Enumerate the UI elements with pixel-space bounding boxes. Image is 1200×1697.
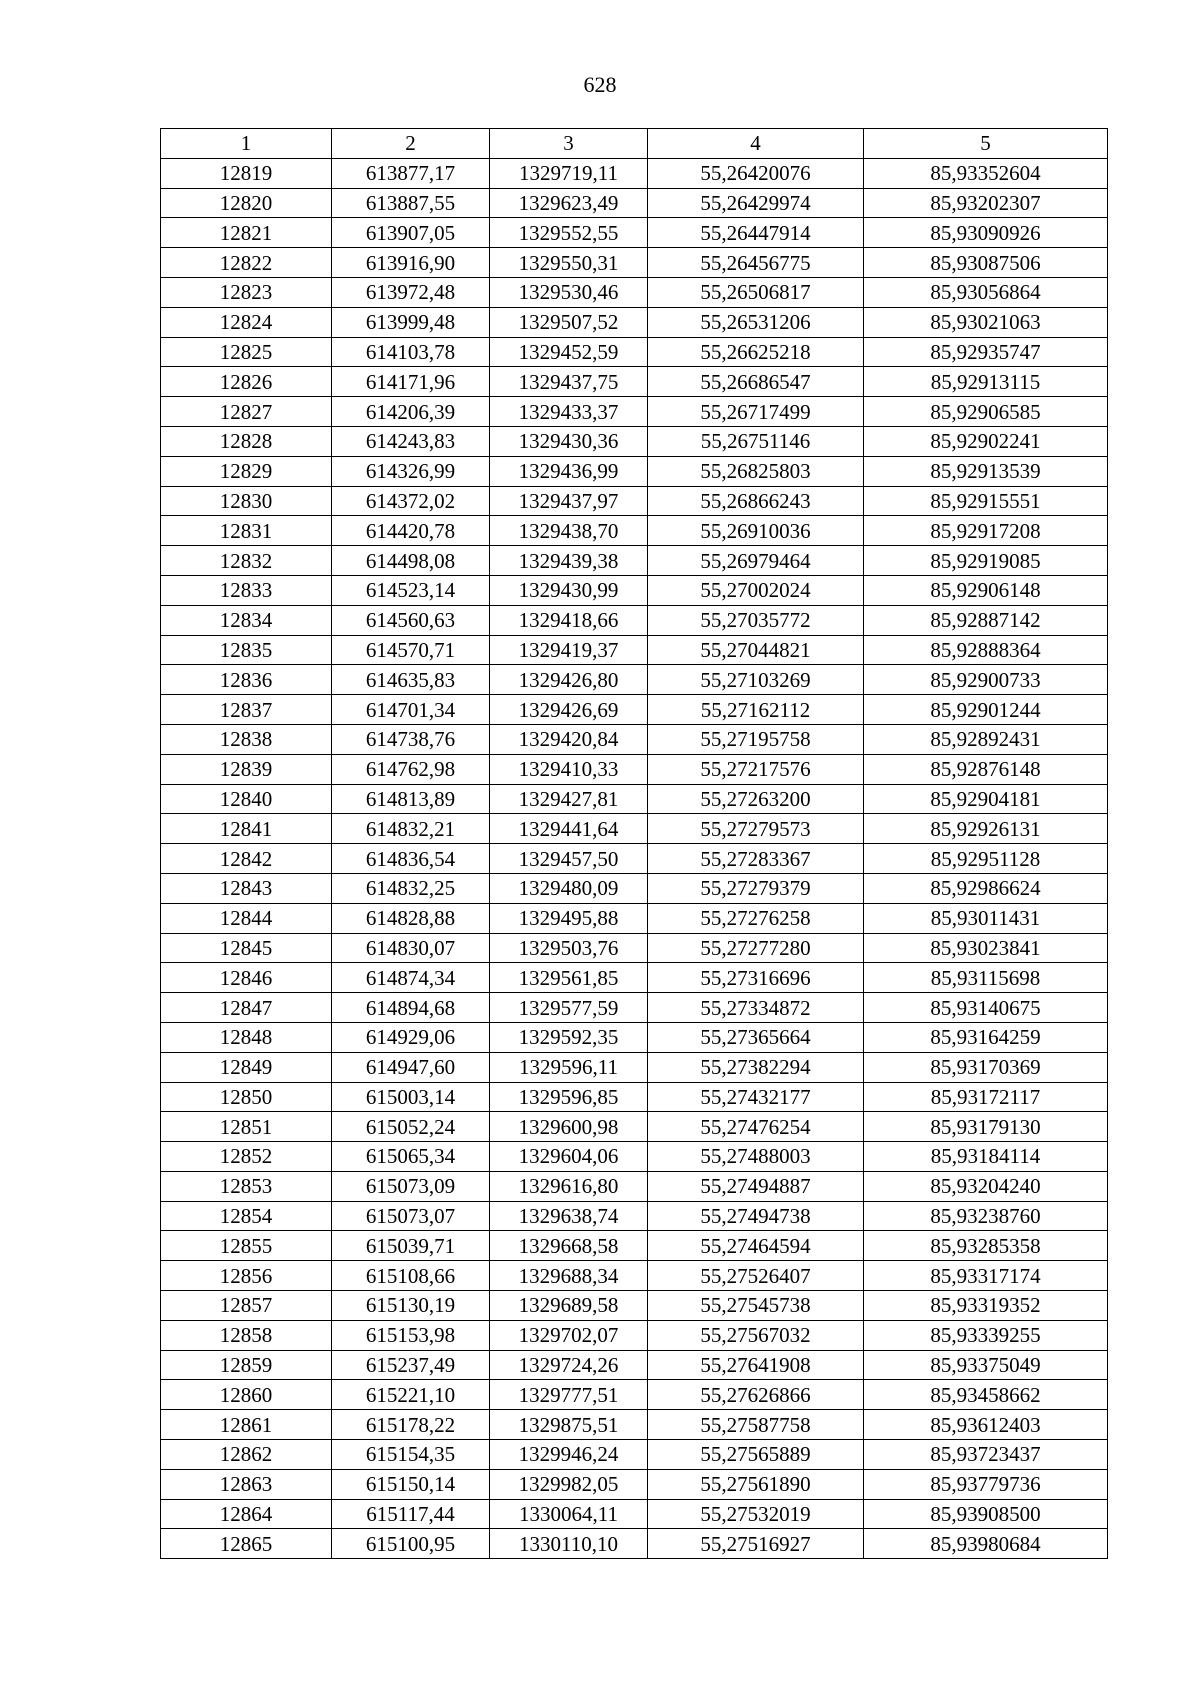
cell-point-number: 12848 <box>161 1022 332 1052</box>
cell-x-coordinate: 614498,08 <box>332 546 490 576</box>
cell-longitude: 85,93204240 <box>864 1171 1108 1201</box>
table-row <box>161 218 1108 248</box>
cell-x-coordinate: 614171,96 <box>332 367 490 397</box>
cell-y-coordinate: 1329777,51 <box>490 1380 648 1410</box>
cell-y-coordinate: 1329419,37 <box>490 635 648 665</box>
cell-x-coordinate: 614828,88 <box>332 903 490 933</box>
cell-latitude: 55,27587758 <box>648 1410 864 1440</box>
table-row <box>161 1380 1108 1410</box>
table-row <box>161 456 1108 486</box>
cell-point-number: 12837 <box>161 695 332 725</box>
cell-x-coordinate: 614738,76 <box>332 724 490 754</box>
cell-point-number: 12841 <box>161 814 332 844</box>
header-row <box>161 129 1108 159</box>
cell-longitude: 85,92917208 <box>864 516 1108 546</box>
cell-x-coordinate: 615237,49 <box>332 1350 490 1380</box>
cell-latitude: 55,27365664 <box>648 1022 864 1052</box>
cell-x-coordinate: 613972,48 <box>332 277 490 307</box>
cell-longitude: 85,93908500 <box>864 1499 1108 1529</box>
table-row <box>161 158 1108 188</box>
cell-x-coordinate: 614523,14 <box>332 575 490 605</box>
cell-longitude: 85,92951128 <box>864 844 1108 874</box>
cell-point-number: 12834 <box>161 605 332 635</box>
cell-x-coordinate: 615073,09 <box>332 1171 490 1201</box>
table-row <box>161 1082 1108 1112</box>
coordinates-table <box>160 128 1108 1559</box>
cell-latitude: 55,26456775 <box>648 248 864 278</box>
cell-y-coordinate: 1329638,74 <box>490 1201 648 1231</box>
cell-point-number: 12862 <box>161 1440 332 1470</box>
cell-longitude: 85,93172117 <box>864 1082 1108 1112</box>
cell-x-coordinate: 615178,22 <box>332 1410 490 1440</box>
cell-latitude: 55,27035772 <box>648 605 864 635</box>
table-row <box>161 1440 1108 1470</box>
cell-y-coordinate: 1329503,76 <box>490 933 648 963</box>
cell-longitude: 85,92913539 <box>864 456 1108 486</box>
cell-x-coordinate: 615130,19 <box>332 1291 490 1321</box>
cell-x-coordinate: 614243,83 <box>332 426 490 456</box>
cell-y-coordinate: 1329438,70 <box>490 516 648 546</box>
cell-point-number: 12825 <box>161 337 332 367</box>
cell-point-number: 12836 <box>161 665 332 695</box>
cell-x-coordinate: 614874,34 <box>332 963 490 993</box>
cell-longitude: 85,93056864 <box>864 277 1108 307</box>
cell-x-coordinate: 615153,98 <box>332 1320 490 1350</box>
table-row <box>161 1410 1108 1440</box>
cell-point-number: 12847 <box>161 993 332 1023</box>
cell-point-number: 12855 <box>161 1231 332 1261</box>
cell-latitude: 55,27464594 <box>648 1231 864 1261</box>
cell-x-coordinate: 615052,24 <box>332 1112 490 1142</box>
cell-y-coordinate: 1329596,85 <box>490 1082 648 1112</box>
cell-latitude: 55,27263200 <box>648 784 864 814</box>
cell-longitude: 85,93723437 <box>864 1440 1108 1470</box>
cell-longitude: 85,92906148 <box>864 575 1108 605</box>
cell-y-coordinate: 1329457,50 <box>490 844 648 874</box>
cell-longitude: 85,93090926 <box>864 218 1108 248</box>
table-body <box>161 158 1108 1558</box>
table-row <box>161 1469 1108 1499</box>
cell-x-coordinate: 613907,05 <box>332 218 490 248</box>
table-row <box>161 575 1108 605</box>
cell-x-coordinate: 615073,07 <box>332 1201 490 1231</box>
cell-y-coordinate: 1329550,31 <box>490 248 648 278</box>
cell-y-coordinate: 1329410,33 <box>490 754 648 784</box>
cell-longitude: 85,92901244 <box>864 695 1108 725</box>
cell-latitude: 55,26866243 <box>648 486 864 516</box>
cell-y-coordinate: 1329623,49 <box>490 188 648 218</box>
cell-longitude: 85,93184114 <box>864 1142 1108 1172</box>
table-row <box>161 367 1108 397</box>
cell-y-coordinate: 1329437,97 <box>490 486 648 516</box>
table-row <box>161 397 1108 427</box>
cell-x-coordinate: 615100,95 <box>332 1529 490 1559</box>
cell-point-number: 12833 <box>161 575 332 605</box>
cell-latitude: 55,27494738 <box>648 1201 864 1231</box>
cell-x-coordinate: 614701,34 <box>332 695 490 725</box>
cell-x-coordinate: 614832,21 <box>332 814 490 844</box>
cell-longitude: 85,93779736 <box>864 1469 1108 1499</box>
cell-point-number: 12819 <box>161 158 332 188</box>
table-row <box>161 546 1108 576</box>
cell-y-coordinate: 1329689,58 <box>490 1291 648 1321</box>
cell-y-coordinate: 1329946,24 <box>490 1440 648 1470</box>
cell-latitude: 55,27195758 <box>648 724 864 754</box>
cell-longitude: 85,93021063 <box>864 307 1108 337</box>
cell-x-coordinate: 614836,54 <box>332 844 490 874</box>
cell-point-number: 12865 <box>161 1529 332 1559</box>
column-header-2: 2 <box>332 129 490 159</box>
cell-point-number: 12824 <box>161 307 332 337</box>
cell-latitude: 55,26625218 <box>648 337 864 367</box>
table-row <box>161 307 1108 337</box>
cell-longitude: 85,93285358 <box>864 1231 1108 1261</box>
cell-longitude: 85,92926131 <box>864 814 1108 844</box>
table-row <box>161 993 1108 1023</box>
table-row <box>161 337 1108 367</box>
cell-latitude: 55,26979464 <box>648 546 864 576</box>
table-row <box>161 784 1108 814</box>
cell-point-number: 12853 <box>161 1171 332 1201</box>
cell-latitude: 55,27565889 <box>648 1440 864 1470</box>
table-row <box>161 516 1108 546</box>
cell-y-coordinate: 1329688,34 <box>490 1261 648 1291</box>
cell-latitude: 55,26751146 <box>648 426 864 456</box>
table-row <box>161 1261 1108 1291</box>
cell-y-coordinate: 1329439,38 <box>490 546 648 576</box>
cell-point-number: 12826 <box>161 367 332 397</box>
cell-latitude: 55,27382294 <box>648 1052 864 1082</box>
table-row <box>161 1291 1108 1321</box>
cell-point-number: 12822 <box>161 248 332 278</box>
cell-longitude: 85,93170369 <box>864 1052 1108 1082</box>
page-number: 628 <box>583 72 617 97</box>
cell-y-coordinate: 1329426,69 <box>490 695 648 725</box>
cell-x-coordinate: 614832,25 <box>332 873 490 903</box>
cell-y-coordinate: 1329530,46 <box>490 277 648 307</box>
table-row <box>161 486 1108 516</box>
cell-latitude: 55,26825803 <box>648 456 864 486</box>
table-row <box>161 695 1108 725</box>
cell-point-number: 12851 <box>161 1112 332 1142</box>
cell-latitude: 55,27279379 <box>648 873 864 903</box>
cell-longitude: 85,93115698 <box>864 963 1108 993</box>
table-row <box>161 1022 1108 1052</box>
cell-x-coordinate: 615108,66 <box>332 1261 490 1291</box>
cell-longitude: 85,92904181 <box>864 784 1108 814</box>
table-row <box>161 754 1108 784</box>
table-row <box>161 814 1108 844</box>
cell-latitude: 55,26717499 <box>648 397 864 427</box>
cell-point-number: 12843 <box>161 873 332 903</box>
cell-latitude: 55,27334872 <box>648 993 864 1023</box>
table-header <box>161 129 1108 159</box>
cell-point-number: 12861 <box>161 1410 332 1440</box>
column-header-4: 4 <box>648 129 864 159</box>
cell-latitude: 55,27516927 <box>648 1529 864 1559</box>
cell-point-number: 12856 <box>161 1261 332 1291</box>
table-row <box>161 1112 1108 1142</box>
cell-y-coordinate: 1329577,59 <box>490 993 648 1023</box>
cell-x-coordinate: 614947,60 <box>332 1052 490 1082</box>
cell-point-number: 12858 <box>161 1320 332 1350</box>
cell-longitude: 85,93317174 <box>864 1261 1108 1291</box>
cell-x-coordinate: 614813,89 <box>332 784 490 814</box>
cell-longitude: 85,92986624 <box>864 873 1108 903</box>
column-header-1: 1 <box>161 129 332 159</box>
cell-point-number: 12828 <box>161 426 332 456</box>
cell-latitude: 55,27103269 <box>648 665 864 695</box>
cell-longitude: 85,93612403 <box>864 1410 1108 1440</box>
cell-point-number: 12838 <box>161 724 332 754</box>
cell-y-coordinate: 1329420,84 <box>490 724 648 754</box>
cell-x-coordinate: 614103,78 <box>332 337 490 367</box>
cell-x-coordinate: 613916,90 <box>332 248 490 278</box>
cell-y-coordinate: 1329724,26 <box>490 1350 648 1380</box>
table-row <box>161 1231 1108 1261</box>
table-row <box>161 665 1108 695</box>
table-row <box>161 1350 1108 1380</box>
cell-latitude: 55,26429974 <box>648 188 864 218</box>
cell-y-coordinate: 1329495,88 <box>490 903 648 933</box>
cell-y-coordinate: 1329596,11 <box>490 1052 648 1082</box>
cell-latitude: 55,27277280 <box>648 933 864 963</box>
cell-longitude: 85,92919085 <box>864 546 1108 576</box>
cell-y-coordinate: 1329430,36 <box>490 426 648 456</box>
cell-y-coordinate: 1329552,55 <box>490 218 648 248</box>
cell-point-number: 12863 <box>161 1469 332 1499</box>
cell-point-number: 12846 <box>161 963 332 993</box>
cell-y-coordinate: 1329668,58 <box>490 1231 648 1261</box>
cell-longitude: 85,93339255 <box>864 1320 1108 1350</box>
cell-point-number: 12857 <box>161 1291 332 1321</box>
cell-latitude: 55,26447914 <box>648 218 864 248</box>
cell-longitude: 85,92900733 <box>864 665 1108 695</box>
cell-longitude: 85,93238760 <box>864 1201 1108 1231</box>
cell-y-coordinate: 1329441,64 <box>490 814 648 844</box>
cell-point-number: 12850 <box>161 1082 332 1112</box>
cell-x-coordinate: 614206,39 <box>332 397 490 427</box>
cell-point-number: 12830 <box>161 486 332 516</box>
cell-longitude: 85,93352604 <box>864 158 1108 188</box>
cell-point-number: 12832 <box>161 546 332 576</box>
cell-y-coordinate: 1329418,66 <box>490 605 648 635</box>
cell-longitude: 85,93164259 <box>864 1022 1108 1052</box>
cell-latitude: 55,27626866 <box>648 1380 864 1410</box>
table-row <box>161 1142 1108 1172</box>
cell-x-coordinate: 615003,14 <box>332 1082 490 1112</box>
cell-y-coordinate: 1329600,98 <box>490 1112 648 1142</box>
table-row <box>161 873 1108 903</box>
cell-point-number: 12827 <box>161 397 332 427</box>
cell-latitude: 55,27476254 <box>648 1112 864 1142</box>
cell-latitude: 55,26686547 <box>648 367 864 397</box>
cell-y-coordinate: 1329437,75 <box>490 367 648 397</box>
cell-x-coordinate: 615154,35 <box>332 1440 490 1470</box>
cell-y-coordinate: 1330064,11 <box>490 1499 648 1529</box>
cell-point-number: 12829 <box>161 456 332 486</box>
cell-longitude: 85,93087506 <box>864 248 1108 278</box>
cell-longitude: 85,93319352 <box>864 1291 1108 1321</box>
cell-longitude: 85,92876148 <box>864 754 1108 784</box>
cell-y-coordinate: 1329480,09 <box>490 873 648 903</box>
cell-point-number: 12854 <box>161 1201 332 1231</box>
cell-point-number: 12864 <box>161 1499 332 1529</box>
cell-latitude: 55,27641908 <box>648 1350 864 1380</box>
cell-y-coordinate: 1329616,80 <box>490 1171 648 1201</box>
cell-x-coordinate: 614420,78 <box>332 516 490 546</box>
cell-latitude: 55,27316696 <box>648 963 864 993</box>
cell-longitude: 85,93375049 <box>864 1350 1108 1380</box>
cell-point-number: 12831 <box>161 516 332 546</box>
cell-longitude: 85,93179130 <box>864 1112 1108 1142</box>
cell-point-number: 12823 <box>161 277 332 307</box>
table-row <box>161 277 1108 307</box>
cell-y-coordinate: 1329702,07 <box>490 1320 648 1350</box>
cell-latitude: 55,27283367 <box>648 844 864 874</box>
table-row <box>161 1320 1108 1350</box>
table-row <box>161 844 1108 874</box>
cell-x-coordinate: 613999,48 <box>332 307 490 337</box>
cell-x-coordinate: 615150,14 <box>332 1469 490 1499</box>
cell-latitude: 55,27217576 <box>648 754 864 784</box>
cell-x-coordinate: 614635,83 <box>332 665 490 695</box>
cell-x-coordinate: 613877,17 <box>332 158 490 188</box>
table-row <box>161 1529 1108 1559</box>
cell-point-number: 12844 <box>161 903 332 933</box>
cell-latitude: 55,27162112 <box>648 695 864 725</box>
table-row <box>161 1201 1108 1231</box>
table-row <box>161 1499 1108 1529</box>
cell-latitude: 55,27432177 <box>648 1082 864 1112</box>
cell-x-coordinate: 615117,44 <box>332 1499 490 1529</box>
cell-point-number: 12860 <box>161 1380 332 1410</box>
cell-longitude: 85,92915551 <box>864 486 1108 516</box>
cell-point-number: 12845 <box>161 933 332 963</box>
cell-longitude: 85,92887142 <box>864 605 1108 635</box>
cell-point-number: 12842 <box>161 844 332 874</box>
cell-latitude: 55,26420076 <box>648 158 864 188</box>
cell-longitude: 85,92906585 <box>864 397 1108 427</box>
table-row <box>161 933 1108 963</box>
cell-point-number: 12840 <box>161 784 332 814</box>
cell-y-coordinate: 1329561,85 <box>490 963 648 993</box>
table-row <box>161 605 1108 635</box>
cell-y-coordinate: 1329592,35 <box>490 1022 648 1052</box>
cell-latitude: 55,26910036 <box>648 516 864 546</box>
cell-x-coordinate: 613887,55 <box>332 188 490 218</box>
cell-point-number: 12852 <box>161 1142 332 1172</box>
cell-longitude: 85,92913115 <box>864 367 1108 397</box>
cell-y-coordinate: 1329604,06 <box>490 1142 648 1172</box>
cell-latitude: 55,27488003 <box>648 1142 864 1172</box>
cell-latitude: 55,27276258 <box>648 903 864 933</box>
table-row <box>161 903 1108 933</box>
cell-x-coordinate: 615221,10 <box>332 1380 490 1410</box>
cell-latitude: 55,27545738 <box>648 1291 864 1321</box>
cell-latitude: 55,27044821 <box>648 635 864 665</box>
cell-longitude: 85,92888364 <box>864 635 1108 665</box>
cell-latitude: 55,27002024 <box>648 575 864 605</box>
cell-latitude: 55,27526407 <box>648 1261 864 1291</box>
cell-point-number: 12839 <box>161 754 332 784</box>
cell-y-coordinate: 1329507,52 <box>490 307 648 337</box>
cell-y-coordinate: 1329452,59 <box>490 337 648 367</box>
cell-latitude: 55,26506817 <box>648 277 864 307</box>
cell-longitude: 85,92935747 <box>864 337 1108 367</box>
cell-y-coordinate: 1329719,11 <box>490 158 648 188</box>
cell-longitude: 85,93980684 <box>864 1529 1108 1559</box>
cell-latitude: 55,27561890 <box>648 1469 864 1499</box>
table-row <box>161 248 1108 278</box>
table-row <box>161 1052 1108 1082</box>
cell-y-coordinate: 1329433,37 <box>490 397 648 427</box>
cell-y-coordinate: 1329875,51 <box>490 1410 648 1440</box>
column-header-3: 3 <box>490 129 648 159</box>
cell-latitude: 55,27567032 <box>648 1320 864 1350</box>
cell-y-coordinate: 1330110,10 <box>490 1529 648 1559</box>
cell-x-coordinate: 614929,06 <box>332 1022 490 1052</box>
cell-longitude: 85,93458662 <box>864 1380 1108 1410</box>
table-row <box>161 635 1108 665</box>
cell-longitude: 85,93140675 <box>864 993 1108 1023</box>
cell-latitude: 55,26531206 <box>648 307 864 337</box>
cell-x-coordinate: 614326,99 <box>332 456 490 486</box>
cell-point-number: 12859 <box>161 1350 332 1380</box>
cell-latitude: 55,27494887 <box>648 1171 864 1201</box>
cell-x-coordinate: 615039,71 <box>332 1231 490 1261</box>
cell-point-number: 12835 <box>161 635 332 665</box>
cell-longitude: 85,93011431 <box>864 903 1108 933</box>
cell-x-coordinate: 614372,02 <box>332 486 490 516</box>
cell-y-coordinate: 1329982,05 <box>490 1469 648 1499</box>
cell-latitude: 55,27279573 <box>648 814 864 844</box>
cell-x-coordinate: 614560,63 <box>332 605 490 635</box>
cell-y-coordinate: 1329436,99 <box>490 456 648 486</box>
cell-x-coordinate: 614830,07 <box>332 933 490 963</box>
table-row <box>161 1171 1108 1201</box>
table-row <box>161 963 1108 993</box>
cell-point-number: 12820 <box>161 188 332 218</box>
table-row <box>161 188 1108 218</box>
table-row <box>161 724 1108 754</box>
cell-longitude: 85,92902241 <box>864 426 1108 456</box>
cell-y-coordinate: 1329430,99 <box>490 575 648 605</box>
cell-x-coordinate: 615065,34 <box>332 1142 490 1172</box>
cell-y-coordinate: 1329427,81 <box>490 784 648 814</box>
cell-y-coordinate: 1329426,80 <box>490 665 648 695</box>
cell-x-coordinate: 614570,71 <box>332 635 490 665</box>
cell-point-number: 12849 <box>161 1052 332 1082</box>
cell-longitude: 85,92892431 <box>864 724 1108 754</box>
table-row <box>161 426 1108 456</box>
cell-x-coordinate: 614894,68 <box>332 993 490 1023</box>
cell-point-number: 12821 <box>161 218 332 248</box>
column-header-5: 5 <box>864 129 1108 159</box>
cell-longitude: 85,93202307 <box>864 188 1108 218</box>
cell-x-coordinate: 614762,98 <box>332 754 490 784</box>
cell-latitude: 55,27532019 <box>648 1499 864 1529</box>
cell-longitude: 85,93023841 <box>864 933 1108 963</box>
